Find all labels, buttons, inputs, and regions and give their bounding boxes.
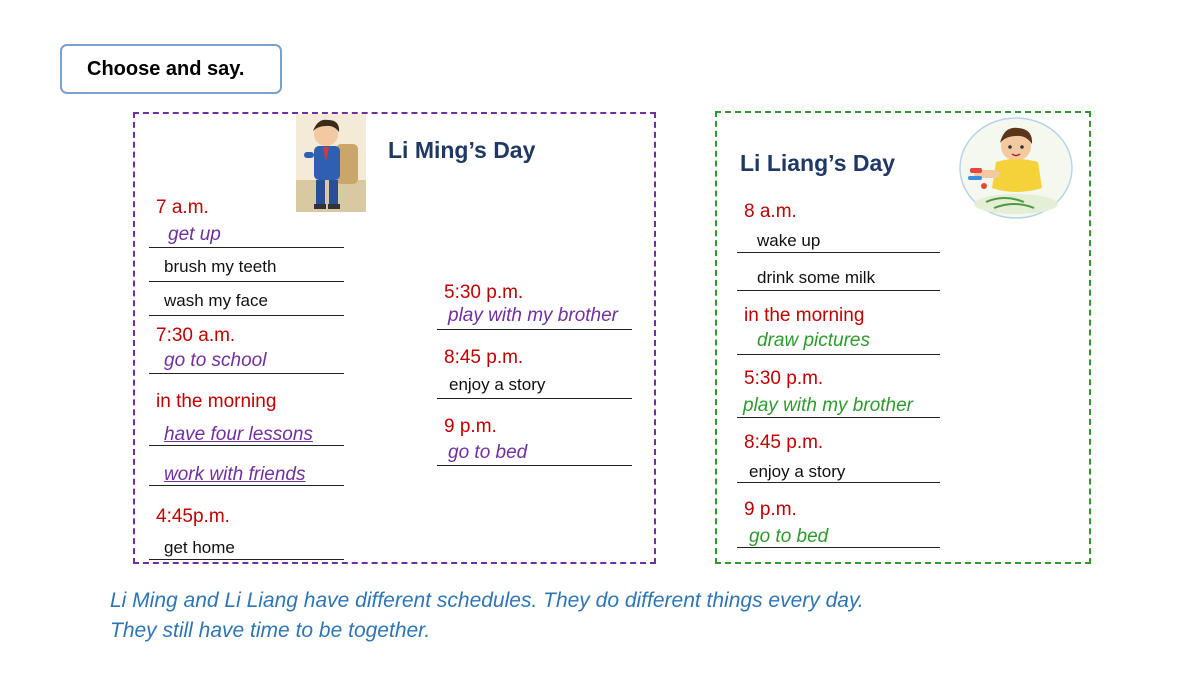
answer-line (737, 547, 940, 548)
answer-line (437, 465, 632, 466)
li-liang-time-530pm: 5:30 p.m. (744, 368, 824, 389)
li-ming-get-home: get home (164, 538, 235, 557)
answer-line (149, 315, 344, 316)
li-ming-in-morning: in the morning (156, 391, 277, 412)
answer-line (437, 398, 632, 399)
answer-line (149, 559, 344, 560)
li-ming-time-845pm: 8:45 p.m. (444, 347, 524, 368)
answer-line (737, 417, 940, 418)
li-ming-go-to-bed: go to bed (448, 442, 528, 463)
li-ming-time-530pm: 5:30 p.m. (444, 282, 524, 303)
li-ming-time-730am: 7:30 a.m. (156, 325, 236, 346)
li-liang-time-845pm: 8:45 p.m. (744, 432, 824, 453)
li-liang-play-with-brother: play with my brother (743, 395, 914, 416)
li-ming-time-7am: 7 a.m. (156, 197, 209, 218)
instruction-title: Choose and say. (60, 44, 282, 94)
answer-line (737, 482, 940, 483)
answer-line (737, 354, 940, 355)
li-liang-draw-pictures: draw pictures (757, 330, 870, 351)
answer-line (149, 373, 344, 374)
li-ming-play-with-brother: play with my brother (448, 305, 619, 326)
answer-line (149, 247, 344, 248)
boy-drawing-illustration (958, 116, 1074, 220)
li-liang-wake-up: wake up (757, 231, 821, 250)
answer-line (149, 445, 344, 446)
answer-line (149, 485, 344, 486)
li-liang-title: Li Liang’s Day (740, 150, 896, 176)
li-liang-time-9pm: 9 p.m. (744, 499, 797, 520)
li-ming-time-445pm: 4:45p.m. (156, 506, 230, 527)
boy-with-backpack-illustration (296, 114, 366, 212)
li-ming-wash-face: wash my face (164, 291, 268, 310)
li-ming-go-to-school: go to school (164, 350, 267, 371)
li-liang-time-8am: 8 a.m. (744, 201, 797, 222)
answer-line (149, 281, 344, 282)
li-ming-time-9pm: 9 p.m. (444, 416, 497, 437)
li-liang-in-morning: in the morning (744, 305, 865, 326)
footer-line-2: They still have time to be together. (110, 619, 431, 642)
answer-line (737, 290, 940, 291)
footer-line-1: Li Ming and Li Liang have different schedules. They do different things every day. (110, 589, 864, 612)
li-ming-get-up: get up (168, 224, 221, 245)
li-liang-go-to-bed: go to bed (749, 526, 829, 547)
li-liang-enjoy-story: enjoy a story (749, 462, 846, 481)
li-ming-brush-teeth: brush my teeth (164, 257, 277, 276)
li-ming-have-four-lessons: have four lessons (164, 424, 313, 445)
li-liang-drink-milk: drink some milk (757, 268, 876, 287)
li-ming-work-with-friends: work with friends (164, 464, 306, 485)
li-ming-title: Li Ming’s Day (388, 137, 536, 163)
li-ming-enjoy-story: enjoy a story (449, 375, 546, 394)
answer-line (737, 252, 940, 253)
answer-line (437, 329, 632, 330)
